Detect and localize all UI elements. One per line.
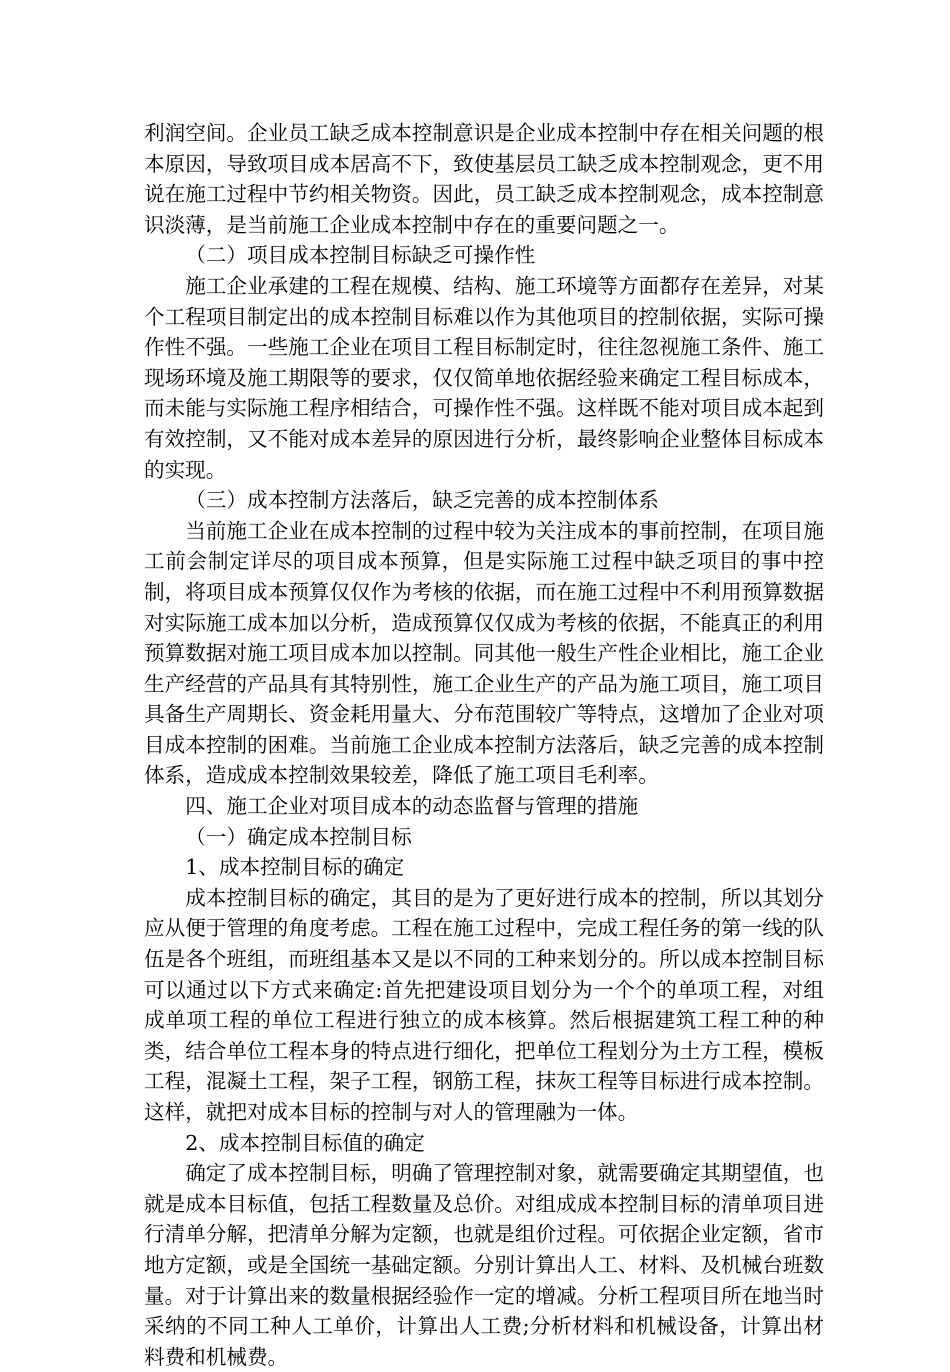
paragraph-body: 成本控制目标的确定，其目的是为了更好进行成本的控制，所以其划分应从便于管理的角度考虑。工程在施工过程中，完成工程任务的第一线的队伍是各个班组，而班组基本又是以不同的工种来划分的。所以成本控制目标可以通过以下方式来确定:首先把建设项目划分为一个个的单项工程，对组成单项工程的单位工程进行独立的成本核算。然后根据建筑工程工种的种类，结合单位工程本身的特点进行细化，把单位工程划分为土方工程，模板工程，混凝土工程，架子工程，钢筋工程，抹灰工程等目标进行成本控制。这样，就把对成本目标的控制与对人的管理融为一体。 xyxy=(144,885,824,1124)
subsection-heading-1: 1、成本控制目标的确定 xyxy=(185,855,405,880)
paragraph-body: 施工企业承建的工程在规模、结构、施工环境等方面都存在差异，对某个工程项目制定出的成本控制目标难以作为其他项目的控制依据，实际可操作性不强。一些施工企业在项目工程目标制定时，往往忽视施工条件、施工现场环境及施工期限等的要求，仅仅简单地依据经验来确定工程目标成本，而未能与实际施工程序相结合，可操作性不强。这样既不能对项目成本起到有效控制，又不能对成本差异的原因进行分析，最终影响企业整体目标成本的实现。 xyxy=(144,273,824,482)
section-heading-4-1: （一）确定成本控制目标 xyxy=(185,824,412,849)
chapter-heading-4: 四、施工企业对项目成本的动态监督与管理的措施 xyxy=(185,794,639,819)
document-page xyxy=(144,118,824,1372)
paragraph-body: 当前施工企业在成本控制的过程中较为关注成本的事前控制，在项目施工前会制定详尽的项目成本预算，但是实际施工过程中缺乏项目的事中控制，将项目成本预算仅仅作为考核的依据，而在施工过程中不利用预算数据对实际施工成本加以分析，造成预算仅仅成为考核的依据，不能真正的利用预算数据对施工项目成本加以控制。同其他一般生产性企业相比，施工企业生产经营的产品具有其特别性，施工企业生产的产品为施工项目，施工项目具备生产周期长、资金耗用量大、分布范围较广等特点，这增加了企业对项目成本控制的困难。当前施工企业成本控制方法落后，缺乏完善的成本控制体系，造成成本控制效果较差，降低了施工项目毛利率。 xyxy=(144,518,824,788)
subsection-heading-2: 2、成本控制目标值的确定 xyxy=(185,1130,425,1155)
paragraph-body: 确定了成本控制目标，明确了管理控制对象，就需要确定其期望值，也就是成本目标值，包括工程数量及总价。对组成成本控制目标的清单项目进行清单分解，把清单分解为定额，也就是组价过程。可依据企业定额，省市地方定额，或是全国统一基础定额。分别计算出人工、材料、及机械台班数量。对于计算出来的数量根据经验作一定的增减。分析工程项目所在地当时采纳的不同工种人工单价，计算出人工费;分析材料和机械设备，计算出材料费和机械费。 xyxy=(144,1161,824,1369)
paragraph-continuation: 利润空间。企业员工缺乏成本控制意识是企业成本控制中存在相关问题的根本原因，导致项目成本居高不下，致使基层员工缺乏成本控制观念，更不用说在施工过程中节约相关物资。因此，员工缺乏成本控制观念，成本控制意识淡薄，是当前施工企业成本控制中存在的重要问题之一。 xyxy=(144,121,824,237)
section-heading-3: （三）成本控制方法落后，缺乏完善的成本控制体系 xyxy=(185,488,659,513)
section-heading-2: （二）项目成本控制目标缺乏可操作性 xyxy=(185,243,536,268)
